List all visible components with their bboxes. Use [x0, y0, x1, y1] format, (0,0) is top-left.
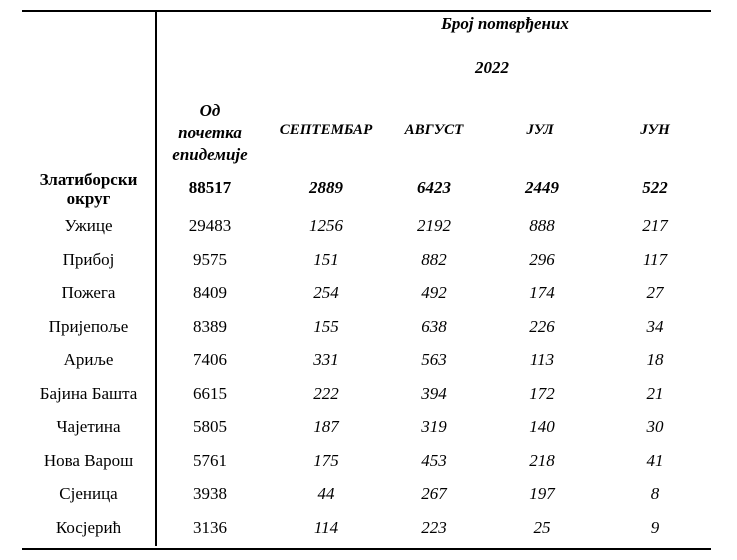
row-value: 882 — [421, 250, 447, 269]
row-value: 34 — [646, 317, 664, 336]
total-row-value: 88517 — [188, 178, 232, 197]
row-value: 5805 — [193, 417, 227, 436]
row-value: 18 — [646, 350, 664, 369]
column-header-line: Од — [199, 101, 221, 120]
row-value: 41 — [646, 451, 664, 470]
row-value: 113 — [529, 350, 555, 369]
row-value: 1256 — [309, 216, 343, 235]
row-value: 888 — [529, 216, 555, 235]
row-value: 254 — [313, 283, 339, 302]
row-value: 174 — [529, 283, 555, 302]
row-value: 8 — [650, 484, 660, 503]
row-value: 6615 — [193, 384, 227, 403]
row-value: 197 — [529, 484, 555, 503]
total-row-name — [22, 170, 155, 208]
column-divider — [155, 10, 157, 546]
row-name: Прибој — [62, 250, 115, 269]
row-value: 151 — [313, 250, 339, 269]
row-value: 331 — [313, 350, 339, 369]
total-row-name-line: Златиборски — [39, 170, 138, 189]
row-value: 638 — [421, 317, 447, 336]
row-value: 9575 — [193, 250, 227, 269]
row-value: 140 — [529, 417, 555, 436]
row-value: 3938 — [193, 484, 227, 503]
row-value: 2192 — [417, 216, 451, 235]
year-header: 2022 — [475, 58, 509, 77]
row-name: Бајина Башта — [39, 384, 138, 403]
row-value: 217 — [642, 216, 668, 235]
row-value: 267 — [421, 484, 447, 503]
column-header-line: почетка — [178, 123, 242, 142]
row-value: 172 — [529, 384, 555, 403]
row-value: 296 — [529, 250, 555, 269]
row-value: 9 — [650, 518, 660, 537]
row-value: 8409 — [193, 283, 227, 302]
row-value: 563 — [421, 350, 447, 369]
total-row-value: 6423 — [417, 178, 451, 197]
row-value: 44 — [317, 484, 335, 503]
total-row-value: 2889 — [309, 178, 343, 197]
row-name: Нова Варош — [43, 451, 134, 470]
row-value: 29483 — [188, 216, 232, 235]
row-value: 8389 — [193, 317, 227, 336]
row-name: Сјеница — [59, 484, 118, 503]
row-value: 226 — [529, 317, 555, 336]
row-name: Пожега — [61, 283, 116, 302]
row-value: 7406 — [193, 350, 227, 369]
row-name: Косјерић — [55, 518, 122, 537]
row-value: 223 — [421, 518, 447, 537]
row-name: Чајетина — [56, 417, 121, 436]
row-value: 175 — [313, 451, 339, 470]
row-name: Ариље — [63, 350, 114, 369]
row-value: 492 — [421, 283, 447, 302]
row-value: 25 — [533, 518, 551, 537]
column-header-september: СЕПТЕМБАР — [279, 122, 373, 138]
row-value: 187 — [313, 417, 339, 436]
total-row-value: 2449 — [525, 178, 559, 197]
row-value: 114 — [313, 518, 339, 537]
row-value: 394 — [421, 384, 447, 403]
row-value: 21 — [646, 384, 664, 403]
row-value: 30 — [646, 417, 664, 436]
row-value: 222 — [313, 384, 339, 403]
column-header-june: ЈУН — [640, 122, 670, 138]
row-value: 453 — [421, 451, 447, 470]
row-value: 3136 — [193, 518, 227, 537]
row-value: 155 — [313, 317, 339, 336]
row-value: 27 — [646, 283, 664, 302]
row-value: 218 — [529, 451, 555, 470]
row-value: 5761 — [193, 451, 227, 470]
column-header-line: епидемије — [172, 145, 248, 164]
row-name: Пријепоље — [48, 317, 129, 336]
column-header-august: АВГУСТ — [404, 122, 464, 138]
row-name: Ужице — [64, 216, 113, 235]
row-value: 117 — [642, 250, 668, 269]
table-caption: Број потврђених — [441, 14, 569, 33]
column-header-july: ЈУЛ — [526, 122, 554, 138]
row-value: 319 — [421, 417, 447, 436]
total-row-name-line: округ — [66, 189, 111, 208]
column-header-since-start — [160, 100, 260, 166]
total-row-value: 522 — [642, 178, 668, 197]
